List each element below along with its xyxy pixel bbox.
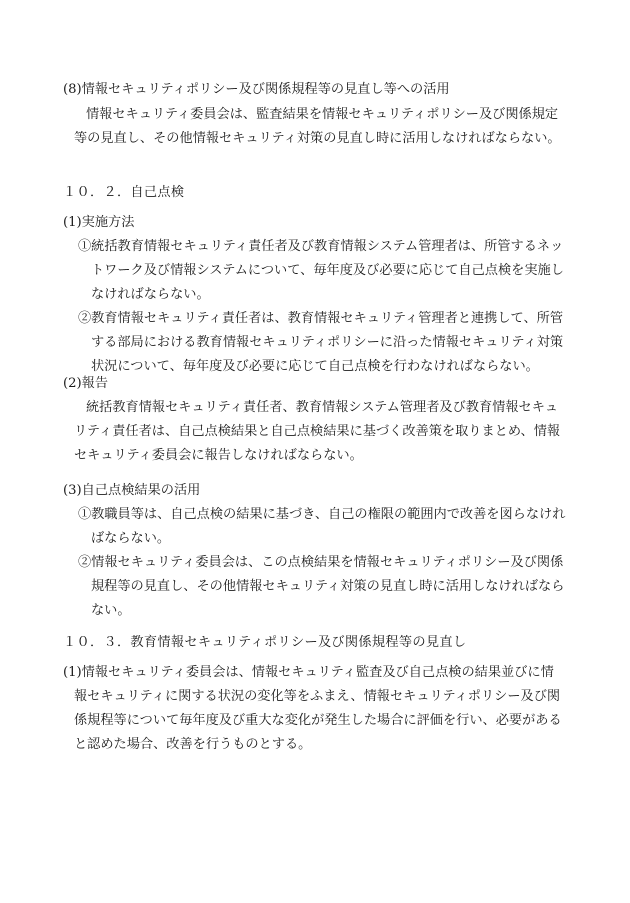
section-10-2-1-item-1-line-1: ①統括教育情報セキュリティ責任者及び教育情報システム管理者は、所管するネッ	[78, 239, 564, 254]
section-10-2-1-item-2-line-2: する部局における教育情報セキュリティポリシーに沿った情報セキュリティ対策	[91, 335, 564, 350]
section-10-2-3-item-2-line-2: 規程等の見直し、その他情報セキュリティ対策の見直し時に活用しなければなら	[91, 579, 565, 594]
section-10-2-1-heading: (1)実施方法	[63, 215, 135, 230]
section-10-3-1-line-4: と認めた場合、改善を行うものとする。	[74, 737, 312, 752]
section-10-2-2-line-3: セキュリティ委員会に報告しなければならない。	[74, 448, 363, 463]
section-10-2-3-heading: (3)自己点検結果の活用	[63, 483, 201, 498]
section-10-2-3-item-2-line-1: ②情報セキュリティ委員会は、この点検結果を情報セキュリティポリシー及び関係	[78, 555, 564, 570]
section-8-heading: (8)情報セキュリティポリシー及び関係規程等の見直し等への活用	[63, 82, 450, 97]
section-10-3-title: １０．３．教育情報セキュリティポリシー及び関係規程等の見直し	[63, 635, 467, 650]
section-10-2-title: １０．２．自己点検	[63, 185, 185, 200]
section-8-line-1: 情報セキュリティ委員会は、監査結果を情報セキュリティポリシー及び関係規定	[86, 107, 559, 122]
section-10-2-1-item-1-line-3: なければならない。	[91, 287, 210, 302]
section-10-2-1-item-2-line-1: ②教育情報セキュリティ責任者は、教育情報セキュリティ管理者と連携して、所管	[78, 311, 564, 326]
section-10-2-3-item-1-line-1: ①教職員等は、自己点検の結果に基づき、自己の権限の範囲内で改善を図らなけれ	[78, 507, 566, 522]
section-10-3-1-line-1: (1)情報セキュリティ委員会は、情報セキュリティ監査及び自己点検の結果並びに情	[63, 665, 554, 680]
section-10-2-2-heading: (2)報告	[63, 376, 109, 391]
section-10-2-3-item-1-line-2: ばならない。	[91, 531, 171, 546]
section-8-line-2: 等の見直し、その他情報セキュリティ対策の見直し時に活用しなければならない。	[74, 131, 561, 146]
section-10-2-2-line-2: リティ責任者は、自己点検結果と自己点検結果に基づく改善策を取りまとめ、情報	[74, 424, 561, 439]
section-10-2-1-item-1-line-2: トワーク及び情報システムについて、毎年度及び必要に応じて自己点検を実施し	[91, 263, 564, 278]
section-10-2-3-item-2-line-3: ない。	[91, 603, 131, 618]
section-10-3-1-line-3: 係規程等について毎年度及び重大な変化が発生した場合に評価を行い、必要がある	[74, 713, 562, 728]
section-10-3-1-line-2: 報セキュリティに関する状況の変化等をふまえ、情報セキュリティポリシー及び関	[74, 689, 561, 704]
section-10-2-2-line-1: 統括教育情報セキュリティ責任者、教育情報システム管理者及び教育情報セキュ	[86, 400, 559, 415]
section-10-2-1-item-2-line-3: 状況について、毎年度及び必要に応じて自己点検を行わなければならない。	[91, 359, 539, 374]
